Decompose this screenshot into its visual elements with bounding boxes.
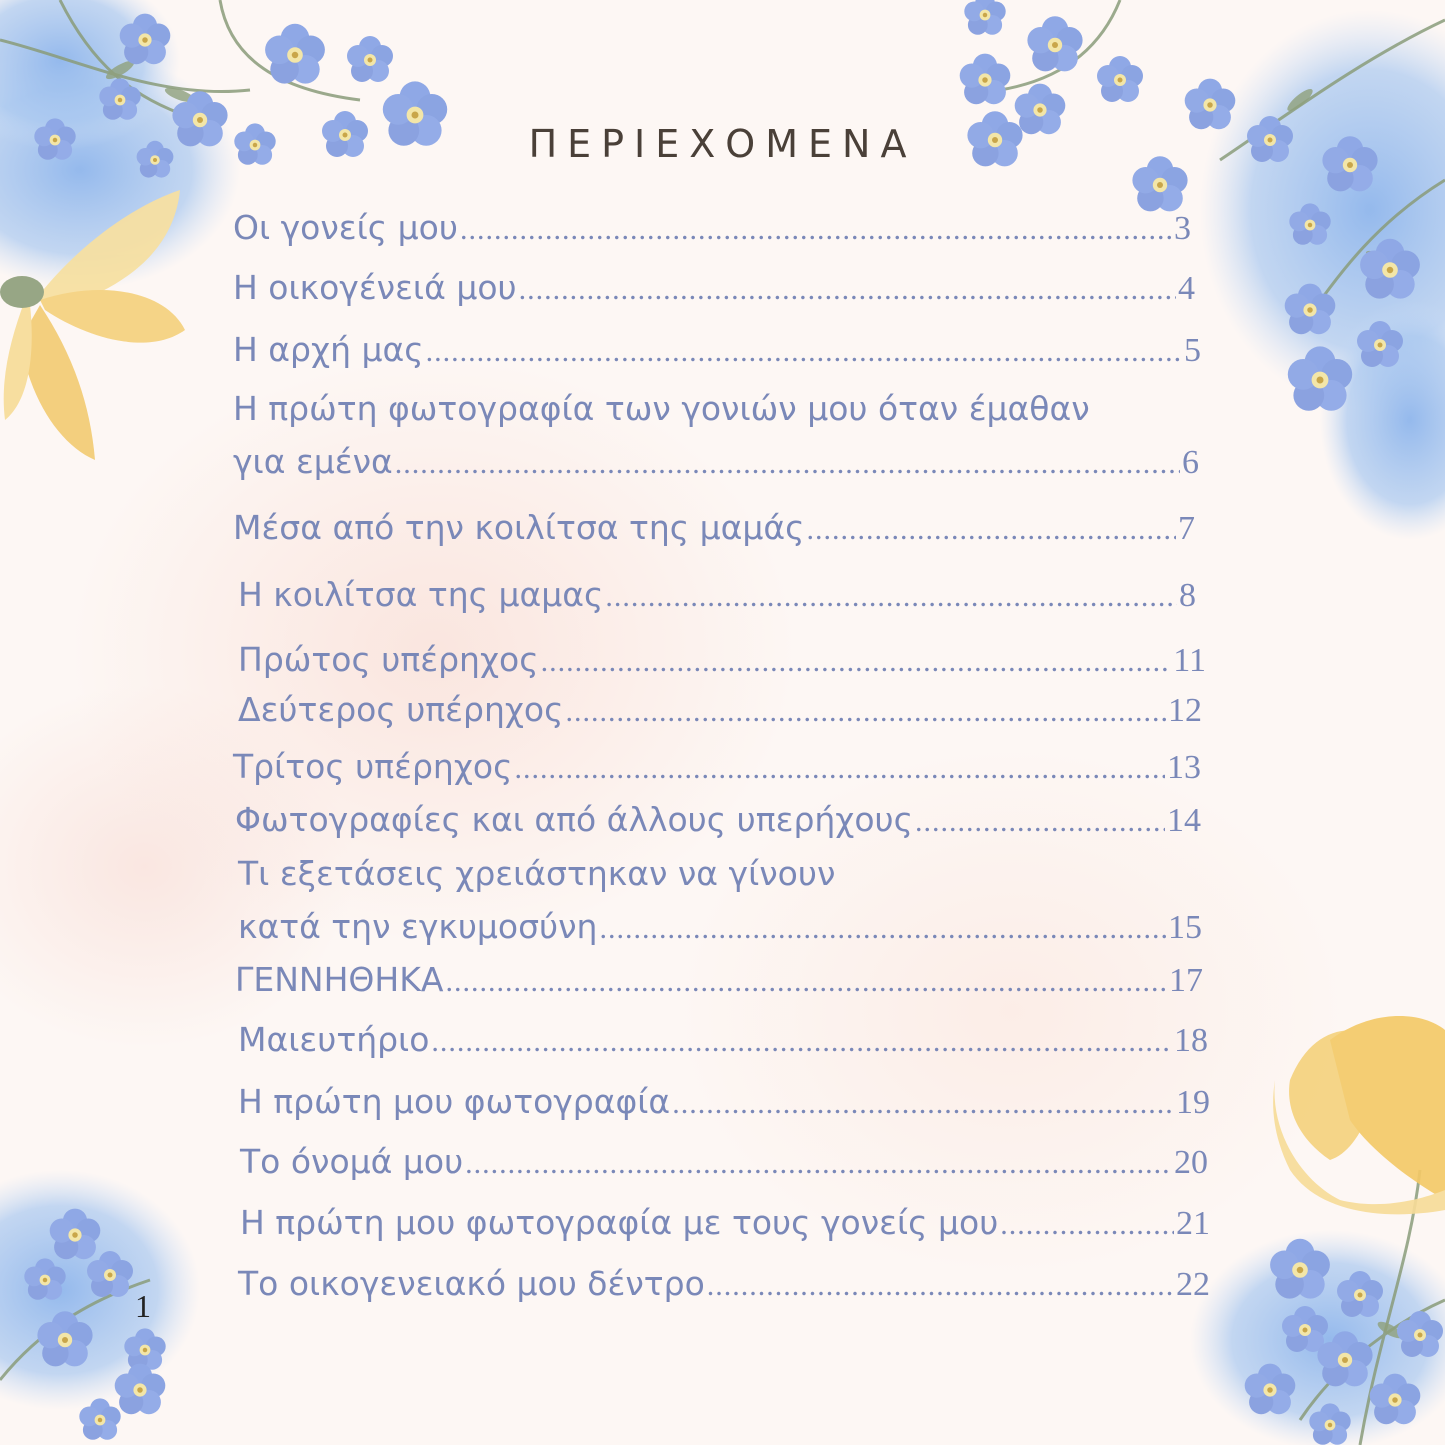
toc-entry[interactable] xyxy=(238,638,1206,682)
toc-entry[interactable] xyxy=(238,688,1202,732)
toc-entry[interactable] xyxy=(233,328,1201,372)
toc-entry-label: Πρώτος υπέρηχος xyxy=(238,640,539,679)
toc-entry[interactable] xyxy=(233,506,1195,550)
toc-entry-label: Μαιευτήριο xyxy=(238,1020,430,1059)
toc-leader-dots xyxy=(672,1082,1174,1126)
toc-entry-label: Δεύτερος υπέρηχος xyxy=(238,690,564,729)
toc-entry[interactable] xyxy=(240,1201,1210,1245)
toc-leader-dots xyxy=(541,640,1172,684)
toc-entry-page: 19 xyxy=(1176,1084,1210,1121)
toc-entry[interactable] xyxy=(238,1262,1210,1306)
toc-entry-page: 5 xyxy=(1184,332,1201,369)
toc-entry-page: 21 xyxy=(1176,1205,1210,1242)
toc-entry[interactable] xyxy=(235,958,1203,1002)
toc-leader-dots xyxy=(566,690,1167,734)
toc-entry-page: 13 xyxy=(1167,749,1201,786)
toc-entry[interactable] xyxy=(233,440,1199,484)
toc-entry-page: 7 xyxy=(1178,510,1195,547)
toc-leader-dots xyxy=(605,575,1177,619)
toc-entry-page: 18 xyxy=(1174,1022,1208,1059)
toc-entry[interactable] xyxy=(240,1140,1208,1184)
toc-entry-page: 20 xyxy=(1174,1144,1208,1181)
page-title: ΠΕΡΙΕΧΟΜΕΝΑ xyxy=(528,122,917,166)
toc-entry[interactable] xyxy=(238,573,1196,617)
toc-entry[interactable] xyxy=(233,266,1195,310)
toc-entry[interactable] xyxy=(238,1080,1210,1124)
toc-entry-page: 22 xyxy=(1176,1266,1210,1303)
toc-entry[interactable] xyxy=(238,905,1202,949)
toc-entry-label: Τρίτος υπέρηχος xyxy=(233,747,513,786)
page-number: 1 xyxy=(135,1288,151,1324)
toc-leader-dots xyxy=(431,1020,1172,1064)
toc-leader-dots xyxy=(807,508,1176,552)
toc-entry-label: Το όνομά μου xyxy=(240,1142,464,1181)
toc-leader-dots xyxy=(1000,1203,1174,1247)
toc-entry-page: 12 xyxy=(1168,692,1202,729)
toc-entry-label: ΓΕΝΝΗΘΗΚΑ xyxy=(235,960,444,999)
toc-entry-label: για εμένα xyxy=(233,442,393,481)
toc-entry-page: 3 xyxy=(1174,210,1191,247)
toc-entry-label: Οι γονείς μου xyxy=(233,208,458,247)
toc-entry[interactable] xyxy=(238,1018,1208,1062)
toc-entry-page: 8 xyxy=(1179,577,1196,614)
toc-leader-dots xyxy=(460,208,1172,252)
toc-entry-label: Η πρώτη μου φωτογραφία xyxy=(238,1082,671,1121)
toc-entry-label: Μέσα από την κοιλίτσα της μαμάς xyxy=(233,508,805,547)
toc-leader-dots xyxy=(707,1264,1174,1308)
toc-entry-label: Η πρώτη μου φωτογραφία με τους γονείς μου xyxy=(240,1203,999,1242)
toc-entry-page: 17 xyxy=(1169,962,1203,999)
toc-entry-label-line1[interactable]: Η πρώτη φωτογραφία των γονιών μου όταν έμαθαν xyxy=(233,389,1090,428)
toc-leader-dots xyxy=(445,960,1167,1004)
toc-entry-label: Η αρχή μας xyxy=(233,330,424,369)
toc-entry-label: Η κοιλίτσα της μαμας xyxy=(238,575,604,614)
toc-leader-dots xyxy=(915,800,1165,844)
toc-entry[interactable] xyxy=(233,745,1201,789)
toc-entry-page: 15 xyxy=(1168,909,1202,946)
toc-entry-page: 14 xyxy=(1167,802,1201,839)
toc-entry-label-line1[interactable]: Τι εξετάσεις χρειάστηκαν να γίνουν xyxy=(238,854,836,893)
toc-leader-dots xyxy=(465,1142,1172,1186)
toc-entry[interactable] xyxy=(233,206,1191,250)
toc-leader-dots xyxy=(519,268,1176,312)
toc-entry-page: 6 xyxy=(1182,444,1199,481)
toc-leader-dots xyxy=(514,747,1165,791)
toc-entry-label: Το οικογενειακό μου δέντρο xyxy=(238,1264,705,1303)
toc-leader-dots xyxy=(599,907,1166,951)
toc-leader-dots xyxy=(426,330,1182,374)
toc-entry-label: Φωτογραφίες και από άλλους υπερήχους xyxy=(235,800,914,839)
toc-entry-label: Η οικογένειά μου xyxy=(233,268,517,307)
toc-entry-page: 4 xyxy=(1178,270,1195,307)
toc-entry-page: 11 xyxy=(1173,642,1206,679)
toc-entry-label: κατά την εγκυμοσύνη xyxy=(238,907,598,946)
toc-entry[interactable] xyxy=(235,798,1201,842)
toc-leader-dots xyxy=(395,442,1180,486)
